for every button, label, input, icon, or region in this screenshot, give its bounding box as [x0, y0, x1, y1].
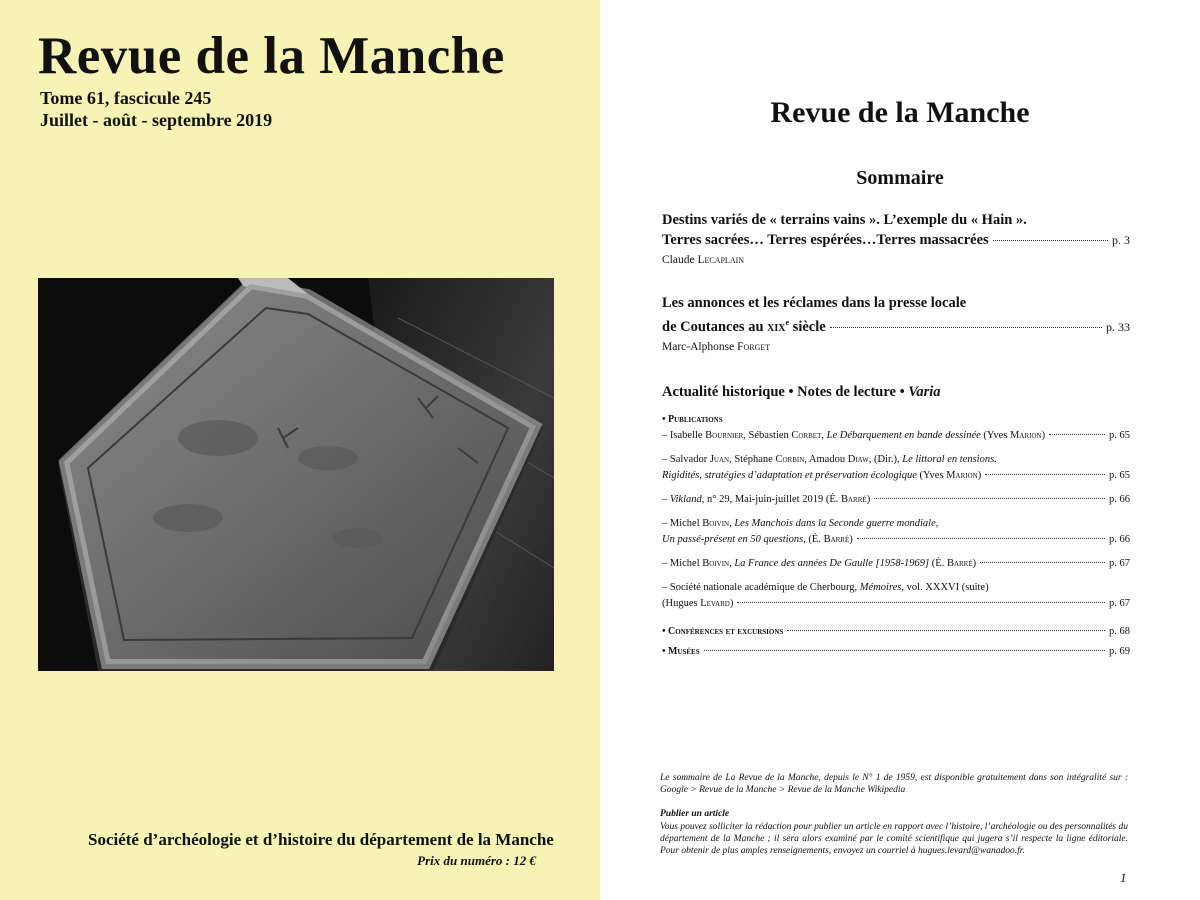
article-title-line: Les annonces et les réclames dans la presse locale	[662, 295, 967, 311]
leader-dots	[980, 562, 1105, 563]
page-reference: p. 66	[1109, 534, 1130, 545]
stone-slab-image	[38, 278, 554, 671]
section-heading: Actualité historique • Notes de lecture • Varia	[662, 384, 941, 400]
page-reference: p. 33	[1106, 319, 1130, 334]
page-reference: p. 67	[1109, 598, 1130, 609]
article-entry	[662, 293, 1130, 357]
contents-page	[600, 0, 1200, 900]
page-reference: p. 69	[1109, 646, 1130, 657]
page-reference: p. 68	[1109, 626, 1130, 637]
article-title-line: Destins variés de « terrains vains ». L’exemple du « Hain ».	[662, 212, 1027, 228]
leader-dots	[1049, 434, 1105, 435]
publications-list	[662, 412, 1130, 660]
page-reference: p. 65	[1109, 430, 1130, 441]
page-reference: p. 67	[1109, 558, 1130, 569]
leader-dots	[874, 498, 1105, 499]
article-author: Marc-Alphonse Forget	[662, 340, 771, 353]
list-item: – Isabelle Bournier, Sébastien Corbet, Le Débarquement en bande dessinée (Yves Marion) p. 65	[662, 428, 1130, 444]
list-item: – Vikland, n° 29, Mai-juin-juillet 2019 (É. Barré) p. 66	[662, 492, 1130, 508]
leader-dots	[993, 240, 1108, 241]
list-item: – Michel Boivin, Les Manchois dans la Seconde guerre mondiale, Un passé-présent en 50 questions, (É. Barré) p. 66	[662, 516, 1130, 548]
leader-dots	[737, 602, 1105, 603]
availability-note: Le sommaire de La Revue de la Manche, depuis le N° 1 de 1959, est disponible gratuitement dans son intégralité sur : Google > Revue de la Manche > Revue de la Manche Wikipedia	[660, 773, 1128, 795]
page-title: Revue de la Manche	[770, 96, 1030, 129]
leader-dots	[830, 327, 1102, 328]
list-item: – Société nationale académique de Cherbourg, Mémoires, vol. XXXVI (suite) (Hugues Levard) p. 67	[662, 580, 1130, 612]
cover-photograph	[38, 278, 554, 671]
article-title-line: de Coutances au xix$^e$ siècle	[662, 318, 826, 335]
publications-label: • Publications	[662, 414, 723, 425]
article-author: Claude Lecaplain	[662, 254, 745, 266]
list-item: • Musées p. 69	[662, 644, 1130, 660]
leader-dots	[985, 474, 1105, 475]
page-reference: p. 66	[1109, 494, 1130, 505]
cover-price: Prix du numéro : 12 €	[417, 853, 536, 868]
page-number: 1	[1120, 870, 1127, 885]
cover-period: Juillet - août - septembre 2019	[40, 110, 273, 130]
list-item: – Michel Boivin, La France des années De Gaulle [1958-1969] (É. Barré) p. 67	[662, 556, 1130, 572]
page-reference: p. 65	[1109, 470, 1130, 481]
cover-issue: Tome 61, fascicule 245	[40, 88, 212, 108]
list-item: • Conférences et excursions p. 68	[662, 624, 1130, 640]
publish-text: Vous pouvez solliciter la rédaction pour publier un article en rapport avec l’histoire, l’archéologie ou des personnalités du département de la Manche ; il sera alors examiné par le comité scientifique qui jugera s’il respecte la ligne éditoriale. Pour obtenir de plus amples renseignements, envoyez un courriel à hugues.levard@wanadoo.fr.	[660, 822, 1128, 856]
article-entry	[662, 210, 1130, 270]
page-reference: p. 3	[1112, 233, 1130, 247]
publish-heading: Publier un article	[660, 809, 730, 819]
list-item: – Salvador Juan, Stéphane Corbin, Amadou Diaw, (Dir.), Le littoral en tensions. Rigidités, stratégies d’adaptation et préservation écologique (Yves Marion) p. 65	[662, 452, 1130, 484]
leader-dots	[787, 630, 1105, 631]
cover-title: Revue de la Manche	[38, 27, 505, 85]
cover-society: Société d’archéologie et d’histoire du département de la Manche	[88, 830, 554, 849]
leader-dots	[704, 650, 1105, 651]
article-title-line: Terres sacrées… Terres espérées…Terres massacrées	[662, 232, 989, 248]
leader-dots	[857, 538, 1105, 539]
sommaire-heading: Sommaire	[856, 167, 944, 189]
